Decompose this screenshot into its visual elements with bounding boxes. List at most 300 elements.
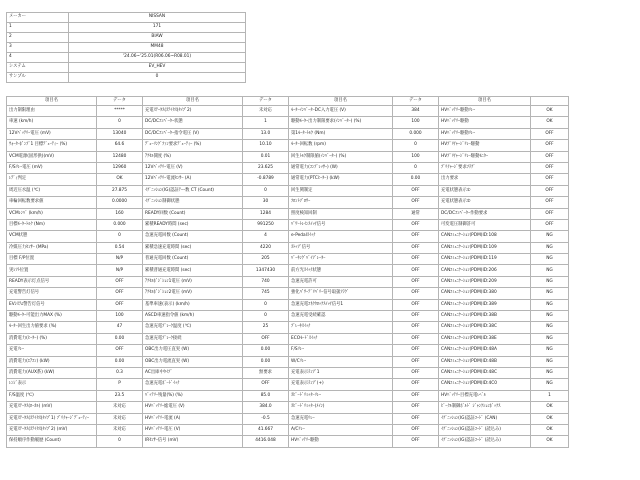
item-name: 急速充電受続確認: [289, 311, 393, 322]
item-name: ｲｸﾞﾆｯｼｮﾝ(IG)認証ﾃｰｰ数 CT (Count): [143, 185, 243, 196]
data-value: 0: [243, 299, 289, 310]
item-name: ﾚﾝｼﾞ表示: [7, 379, 97, 390]
data-value: NG: [531, 299, 569, 310]
item-name: 12Vﾊﾞｯﾃﾘｰ電流ｾﾝｻｰ (A): [143, 174, 243, 185]
info-row: [7, 53, 246, 63]
item-name: 周辺圧水温 (℃): [7, 185, 97, 196]
item-name: 車輪回転数要求値: [7, 197, 97, 208]
item-name: HVﾊﾞｯﾃﾘｰ駆動: [289, 436, 393, 447]
vehicle-info-table: [6, 12, 246, 83]
data-value: OFF: [393, 379, 439, 390]
data-value: NG: [531, 242, 569, 253]
item-name: 普通充電回数 (Count): [143, 254, 243, 265]
data-value: OK: [531, 117, 569, 128]
column-header: 項目名: [7, 97, 97, 106]
data-value: OFF: [393, 413, 439, 424]
item-name: EVｼｽﾃﾑ警告灯信号: [7, 299, 97, 310]
item-name: CANｺﾐｭﾆｹｰｼｮﾝ(PDM)ID:38B: [439, 311, 531, 322]
item-name: 充電状態表示②: [439, 197, 531, 208]
table-row: [7, 197, 569, 208]
table-row: [7, 219, 569, 230]
data-value: OFF: [393, 299, 439, 310]
item-name: HVﾌﾟﾘﾁｬｰｼﾞﾘﾚｰ駆動: [439, 140, 531, 151]
info-row: [7, 23, 246, 33]
data-value: NG: [531, 367, 569, 378]
item-name: ﾋﾞｰｸﾙ制御ﾎﾞﾙﾄﾞ ｼﾞｬﾝｸｼｮﾝﾎﾞｯｸｽ: [439, 402, 531, 413]
info-value: 0: [69, 73, 246, 83]
data-value: NG: [531, 231, 569, 242]
data-value: NG: [531, 254, 569, 265]
item-name: HVﾊﾞｯﾃﾘｰ駆動ﾘﾚｰ: [439, 128, 531, 139]
data-value: OFF: [393, 322, 439, 333]
data-monitor-table: [6, 96, 569, 448]
data-value: 0: [97, 117, 143, 128]
table-row: [7, 140, 569, 151]
item-name: 消費電力(ﾋｰﾀｰ) (%): [7, 333, 97, 344]
info-key: 2: [7, 33, 69, 43]
item-name: 目標 F/P位置: [7, 254, 97, 265]
item-name: ｽﾄｯﾌﾟ信号: [289, 242, 393, 253]
data-value: NG: [531, 322, 569, 333]
data-value: 0.01: [243, 151, 289, 162]
item-name: 回生ﾄﾙｸ制限値(ｲﾝﾊﾞｰﾀｰ) (%): [289, 151, 393, 162]
item-name: CANｺﾐｭﾆｹｰｼｮﾝ(PDM)ID:48A: [439, 345, 531, 356]
item-name: DC/DCｺﾝﾊﾞｰﾀｰ状態: [143, 117, 243, 128]
data-value: 4416.048: [243, 436, 289, 447]
table-row: [7, 436, 569, 447]
data-value: 0.3: [97, 367, 143, 378]
data-value: N/P: [97, 265, 143, 276]
data-value: 64.6: [97, 140, 143, 151]
item-name: ﾊﾟﾜｰﾄﾚｲﾝｽｲｯﾁ信号: [289, 219, 393, 230]
data-value: OFF: [393, 367, 439, 378]
table-row: [7, 367, 569, 378]
item-name: ﾓｰﾀｰ回生出力値要求 (%): [7, 322, 97, 333]
info-row: [7, 63, 246, 73]
data-value: OK: [97, 174, 143, 185]
item-name: VCMﾚﾝﾊﾞ (km/h): [7, 208, 97, 219]
data-value: 0.000: [97, 219, 143, 230]
item-name: 12Vﾊﾞｯﾃﾘｰ電圧 (mV): [7, 128, 97, 139]
item-name: ﾌﾟﾘﾁｬｰｼﾞ要求ﾌﾗｸﾞ: [439, 162, 531, 173]
data-value: OFF: [393, 436, 439, 447]
column-header: 項目名: [289, 97, 393, 106]
table-row: [7, 299, 569, 310]
data-value: OK: [531, 424, 569, 435]
item-name: 急速充電許可: [289, 276, 393, 287]
info-value: BIAW: [69, 33, 246, 43]
item-name: CANｺﾐｭﾆｹｰｼｮﾝ(PDM)ID:48C: [439, 367, 531, 378]
item-name: CANｺﾐｭﾆｹｰｼｮﾝ(PDM)ID:4C0: [439, 379, 531, 390]
column-header: データ: [243, 97, 289, 106]
item-name: 回生関制定: [289, 185, 393, 196]
item-name: 可変電圧制御許可: [439, 219, 531, 230]
data-value: 0.00: [393, 174, 439, 185]
item-name: CANｺﾐｭﾆｹｰｼｮﾝ(PDM)ID:119: [439, 254, 531, 265]
item-name: READY回数 (Count): [143, 208, 243, 219]
data-value: 4: [243, 231, 289, 242]
table-row: [7, 254, 569, 265]
data-value: OK: [531, 106, 569, 117]
item-name: OBC出力電流直実 (W): [143, 356, 243, 367]
item-name: 充電警告灯信号: [7, 288, 97, 299]
data-value: 通常: [393, 208, 439, 219]
item-name: OBC出力電圧直実 (W): [143, 345, 243, 356]
item-name: ﾓｰﾀｰ回転数 (rpm): [289, 140, 393, 151]
data-value: OFF: [243, 333, 289, 344]
item-name: 充電ﾘﾚｰ: [7, 345, 97, 356]
data-value: 23.625: [243, 162, 289, 173]
data-value: N/P: [97, 254, 143, 265]
item-name: ｽﾋﾟｰﾄﾞﾘﾐｯﾀｰ(ﾒｲﾝ): [289, 402, 393, 413]
data-value: -0.8789: [243, 174, 289, 185]
data-value: OFF: [97, 345, 143, 356]
item-name: 累積READY時間 (sec): [143, 219, 243, 230]
table-row: [7, 402, 569, 413]
data-value: 未対応: [243, 106, 289, 117]
data-value: NG: [531, 265, 569, 276]
item-name: 急速充電ﾘﾚｰ: [289, 413, 393, 424]
item-name: 強化ﾊﾟﾜｰﾃﾞﾘﾊﾞﾘｰ信号取扱ﾌﾗｸﾞ: [289, 288, 393, 299]
data-value: OK: [531, 436, 569, 447]
data-value: OK: [531, 413, 569, 424]
info-row: [7, 73, 246, 83]
data-value: 0.00: [97, 333, 143, 344]
item-name: ｲｸﾞﾆｯｼｮﾝ制御状態: [143, 197, 243, 208]
data-value: 13040: [97, 128, 143, 139]
data-value: 384: [393, 106, 439, 117]
item-name: CANｺﾐｭﾆｹｰｼｮﾝ(PDM)ID:38C: [439, 322, 531, 333]
data-value: 未対応: [97, 424, 143, 435]
info-key: 3: [7, 43, 69, 53]
data-value: 0.54: [97, 242, 143, 253]
table-row: [7, 208, 569, 219]
item-name: 急速充電ﾌﾟﾚｰｸ温度 (℃): [143, 322, 243, 333]
data-value: OFF: [393, 424, 439, 435]
data-value: OFF: [531, 208, 569, 219]
data-value: OFF: [531, 140, 569, 151]
item-name: HVﾊﾞｯﾃﾘｰ目標充電ﾚﾍﾞﾙ: [439, 390, 531, 401]
info-key: サンプル: [7, 73, 69, 83]
item-name: 消費電力(ｴｱｺﾝ) (kW): [7, 356, 97, 367]
data-value: 0.0000: [97, 197, 143, 208]
data-value: NG: [531, 288, 569, 299]
data-value: OFF: [393, 356, 439, 367]
item-name: F/Sﾘﾚｰ電圧 (mV): [7, 162, 97, 173]
data-value: 85.0: [243, 390, 289, 401]
item-name: 累積普通充電時間 (sec): [143, 265, 243, 276]
data-value: OFF: [393, 265, 439, 276]
item-name: 充電ｽﾃｰﾀｽ(ｽﾃｲﾀｽ(ﾀｲﾌﾟ2): [143, 106, 243, 117]
item-name: ﾌﾟﾚｰｷｽｲｯﾁ: [289, 322, 393, 333]
info-key: 4: [7, 53, 69, 63]
data-value: 0: [243, 185, 289, 196]
data-value: 13.0: [243, 128, 289, 139]
data-value: 10.10: [243, 140, 289, 151]
item-name: CANｺﾐｭﾆｹｰｼｮﾝ(PDM)ID:389: [439, 299, 531, 310]
data-value: OFF: [393, 333, 439, 344]
item-name: ｱｸｾﾙﾎﾟｼﾞｼｮﾝ2電圧 (mV): [143, 288, 243, 299]
column-header: 項目名: [143, 97, 243, 106]
data-value: 0.00: [243, 345, 289, 356]
item-name: 実ｼﾌﾄ位置: [7, 265, 97, 276]
column-header: データ: [97, 97, 143, 106]
data-value: P: [97, 379, 143, 390]
item-name: 充電状態表示①: [439, 185, 531, 196]
item-name: VCM状態: [7, 231, 97, 242]
data-value: OFF: [243, 379, 289, 390]
data-value: OFF: [97, 276, 143, 287]
data-value: NG: [531, 379, 569, 390]
item-name: ｱｸｾﾙﾎﾟｼﾞｼｮﾝ1電圧 (mV): [143, 276, 243, 287]
column-header: 項目名: [439, 97, 531, 106]
item-name: HVﾊﾞｯﾃﾘｰ駆動: [439, 117, 531, 128]
info-value: 171: [69, 23, 246, 33]
item-name: 通常電力(PTCﾋｰﾀｰ) (kW): [289, 174, 393, 185]
data-value: 745: [243, 288, 289, 299]
table-row: [7, 231, 569, 242]
item-name: AC出庫中ﾀｲﾌﾟ: [143, 367, 243, 378]
table-row: [7, 174, 569, 185]
item-name: 充電表示ﾗﾝﾌﾟ(+): [289, 379, 393, 390]
data-value: OFF: [393, 242, 439, 253]
data-value: NG: [531, 333, 569, 344]
data-value: *****: [97, 106, 143, 117]
table-row: [7, 106, 569, 117]
data-value: OFF: [531, 219, 569, 230]
item-name: ﾃﾞｭｰﾘﾝｸﾞﾌｧﾝ要求ﾃﾞｭｰﾃｨｰ (%): [143, 140, 243, 151]
data-value: 991250: [243, 219, 289, 230]
data-value: 47: [97, 322, 143, 333]
table-row: [7, 333, 569, 344]
data-value: 23.5: [97, 390, 143, 401]
data-value: 0: [243, 311, 289, 322]
info-row: [7, 43, 246, 53]
data-value: 100: [393, 117, 439, 128]
data-value: NG: [531, 276, 569, 287]
data-value: 未対応: [97, 402, 143, 413]
table-row: [7, 413, 569, 424]
table-row: [7, 185, 569, 196]
data-value: NG: [531, 345, 569, 356]
item-name: 消費電力(AUX系) (kW): [7, 367, 97, 378]
item-name: 充電表示ﾗﾝﾌﾟ1: [289, 367, 393, 378]
item-name: ﾚﾃﾞｨ判定: [7, 174, 97, 185]
item-name: 保持順序作動履歴 (Count): [7, 436, 97, 447]
data-value: 740: [243, 276, 289, 287]
item-name: 急速充電ﾎﾞｰﾄﾞｲｯﾁ: [143, 379, 243, 390]
item-name: ﾊﾞｯﾃﾘｰ残量(%) (%): [143, 390, 243, 401]
data-value: NG: [531, 311, 569, 322]
item-name: CANｺﾐｭﾆｹｰｼｮﾝ(PDM)ID:380: [439, 288, 531, 299]
item-name: 車速 (km/h): [7, 117, 97, 128]
item-name: 12Vﾊﾞｯﾃﾘｰ電圧 (V): [143, 162, 243, 173]
item-name: IRｾﾝｻｰ信号 (mV): [143, 436, 243, 447]
data-value: 無要求: [243, 367, 289, 378]
table-row: [7, 128, 569, 139]
data-value: OFF: [393, 390, 439, 401]
data-value: OFF: [393, 276, 439, 287]
item-name: HVﾊﾞｯﾃﾘｰ駆動ﾘﾚｰ: [439, 106, 531, 117]
table-row: [7, 322, 569, 333]
data-value: 1: [243, 117, 289, 128]
item-name: 充電ｽﾃｰﾀｽ(ｽﾃｲﾀｽ(ﾀｲﾌﾟ2) (mV): [7, 424, 97, 435]
data-value: 27.875: [97, 185, 143, 196]
table-row: [7, 117, 569, 128]
item-name: ｱｸｾﾙ開度 (%): [143, 151, 243, 162]
table-row: [7, 345, 569, 356]
item-name: 前方光ｽｲｯﾁ状態: [289, 265, 393, 276]
data-value: OFF: [97, 299, 143, 310]
item-name: 第1ﾓｰﾀｰﾄﾙｸ (Nm): [289, 128, 393, 139]
data-value: OFF: [531, 162, 569, 173]
data-value: 0.00: [97, 356, 143, 367]
table-row: [7, 151, 569, 162]
data-value: OFF: [393, 254, 439, 265]
data-value: OFF: [531, 197, 569, 208]
item-name: F/Sﾘﾚｰ: [289, 345, 393, 356]
header-row: [7, 97, 569, 106]
item-name: ﾊﾟｰｷﾝｸﾞﾊﾞｲﾌﾞﾚｰﾀｰ: [289, 254, 393, 265]
data-value: OFF: [393, 197, 439, 208]
data-value: 30: [243, 197, 289, 208]
data-value: OFF: [393, 311, 439, 322]
table-row: [7, 379, 569, 390]
item-name: CANｺﾐｭﾆｹｰｼｮﾝ(PDM)ID:209: [439, 276, 531, 287]
item-name: 駆動ﾓｰﾀｰ可能出力MAX (%): [7, 311, 97, 322]
data-value: 160: [97, 208, 143, 219]
column-header: [531, 97, 569, 106]
table-row: [7, 424, 569, 435]
item-name: ｲｸﾞﾆｯｼｮﾝ(IG)認証ｺｰﾄﾞ (読込み): [439, 424, 531, 435]
data-value: 100: [393, 151, 439, 162]
item-name: CANｺﾐｭﾆｹｰｼｮﾝ(PDM)ID:109: [439, 242, 531, 253]
item-name: 通常電力(ｺﾝﾌﾟﾚｯｻｰ) (W): [289, 162, 393, 173]
info-value: '24.06~'25.01(R06.06~R08.01): [69, 53, 246, 63]
item-name: DC/DCｺﾝﾊﾞｰﾀｰ作動要求: [439, 208, 531, 219]
data-value: 0.00: [243, 356, 289, 367]
item-name: ECOﾓｰﾄﾞｽｲｯﾁ: [289, 333, 393, 344]
item-name: CANｺﾐｭﾆｹｰｼｮﾝ(PDM)ID:108: [439, 231, 531, 242]
item-name: 充電ｽﾃｰﾀｽ(ｽﾃｲﾀｽ(ﾀｲﾌﾟ1) ﾌﾟﾘﾁｬｰｼﾞﾃﾞｭｰﾃｨｰ: [7, 413, 97, 424]
item-name: 目標ﾓｰﾀｰﾄﾙｸ (Nm): [7, 219, 97, 230]
data-value: 1347430: [243, 265, 289, 276]
data-value: 1284: [243, 208, 289, 219]
data-value: 12480: [97, 151, 143, 162]
data-value: 0: [393, 140, 439, 151]
item-name: W/Cﾘﾚｰ: [289, 356, 393, 367]
item-name: ﾓｰﾀｰｲﾝﾊﾞｰﾀｰDC入力電圧 (V): [289, 106, 393, 117]
data-value: -0.5: [243, 413, 289, 424]
table-row: [7, 276, 569, 287]
column-header: データ: [393, 97, 439, 106]
item-name: ｲｸﾞﾆｯｼｮﾝ(IG)認証ｺｰﾄﾞ (CAN): [439, 413, 531, 424]
item-name: e-Pedalｽｲｯﾁ: [289, 231, 393, 242]
data-value: OFF: [393, 185, 439, 196]
data-value: NG: [531, 356, 569, 367]
item-name: 出力要求: [439, 174, 531, 185]
item-name: DC/DCｺﾝﾊﾞｰﾀｰ指令電圧 (V): [143, 128, 243, 139]
table-row: [7, 311, 569, 322]
item-name: 出力制限理由: [7, 106, 97, 117]
item-name: ｲｸﾞﾆｯｼｮﾝ(IG)認証ｺｰﾄﾞ (読込み): [439, 436, 531, 447]
data-value: OFF: [393, 219, 439, 230]
data-value: 205: [243, 254, 289, 265]
item-name: CANｺﾐｭﾆｹｰｼｮﾝ(PDM)ID:38E: [439, 333, 531, 344]
table-row: [7, 162, 569, 173]
item-name: READY表示灯点信号: [7, 276, 97, 287]
item-name: HVﾌﾟﾘﾁｬｰｼﾞﾘﾚｰ駆動ﾓﾆﾀｰ: [439, 151, 531, 162]
table-row: [7, 356, 569, 367]
item-name: F/S温度 (℃): [7, 390, 97, 401]
data-value: OFF: [531, 185, 569, 196]
item-name: ｽﾋﾟｰﾄﾞﾘﾐｯﾀｰﾘﾚｰ: [289, 390, 393, 401]
item-name: ASCD車速指令値 (km/h): [143, 311, 243, 322]
item-name: HVﾊﾞｯﾃﾘｰ電流 (A): [143, 413, 243, 424]
data-value: 12960: [97, 162, 143, 173]
data-value: 0: [97, 436, 143, 447]
item-name: HVﾊﾞｯﾃﾘｰ総電圧 (V): [143, 402, 243, 413]
data-value: OFF: [393, 231, 439, 242]
data-value: OFF: [531, 151, 569, 162]
data-value: 384.0: [243, 402, 289, 413]
info-row: [7, 13, 246, 23]
item-name: 冷媒圧力ｾﾝｻｰ (MPa): [7, 242, 97, 253]
info-key: 1: [7, 23, 69, 33]
item-name: 急速充電ﾌﾟﾚｰｸ接続: [143, 333, 243, 344]
item-name: CANｺﾐｭﾆｹｰｼｮﾝ(PDM)ID:206: [439, 265, 531, 276]
item-name: VCM電源(固形供)(mV): [7, 151, 97, 162]
data-value: 0: [393, 162, 439, 173]
item-name: 急速充電回数 (Count): [143, 231, 243, 242]
data-value: 0: [97, 231, 143, 242]
data-value: 0.000: [393, 128, 439, 139]
item-name: 照度検知回制: [289, 208, 393, 219]
data-value: OFF: [393, 402, 439, 413]
item-name: A/Cﾘﾚｰ: [289, 424, 393, 435]
info-value: EV_HEV: [69, 63, 246, 73]
item-name: ｳｫｰﾀｰﾎﾟﾝﾌﾟ1 目標ﾃﾞｭｰﾃｨｰ (%): [7, 140, 97, 151]
item-name: 駆動ﾓｰﾀｰ出力制限要求(ｲﾝﾊﾞｰﾀｰ) (%): [289, 117, 393, 128]
item-name: HVﾊﾞｯﾃﾘｰ電圧 (V): [143, 424, 243, 435]
data-value: OFF: [393, 345, 439, 356]
data-value: OFF: [531, 128, 569, 139]
data-value: 41.667: [243, 424, 289, 435]
data-value: OFF: [393, 288, 439, 299]
item-name: 充電ｽﾃｰﾀｽ(ﾛｰｶﾙ) (mV): [7, 402, 97, 413]
item-name: CANｺﾐｭﾆｹｰｼｮﾝ(PDM)ID:48B: [439, 356, 531, 367]
item-name: 基準車速(表示) (km/h): [143, 299, 243, 310]
info-key: メーカー: [7, 13, 69, 23]
data-value: 4220: [243, 242, 289, 253]
info-value: MM48: [69, 43, 246, 53]
data-value: 未対応: [97, 413, 143, 424]
info-value: NISSAN: [69, 13, 246, 23]
data-value: OFF: [97, 288, 143, 299]
data-value: 100: [97, 311, 143, 322]
item-name: 急速充電ｺﾈｸﾀﾛｯｸｽｲｯﾁ信号1: [289, 299, 393, 310]
info-row: [7, 33, 246, 43]
info-key: システム: [7, 63, 69, 73]
table-row: [7, 242, 569, 253]
item-name: 累積急速充電時間 (sec): [143, 242, 243, 253]
data-value: 1: [531, 390, 569, 401]
data-value: 25: [243, 322, 289, 333]
data-value: OK: [531, 402, 569, 413]
item-name: ﾌﾛﾝﾄﾌﾞﾛﾜｰ: [289, 197, 393, 208]
table-row: [7, 288, 569, 299]
table-row: [7, 265, 569, 276]
